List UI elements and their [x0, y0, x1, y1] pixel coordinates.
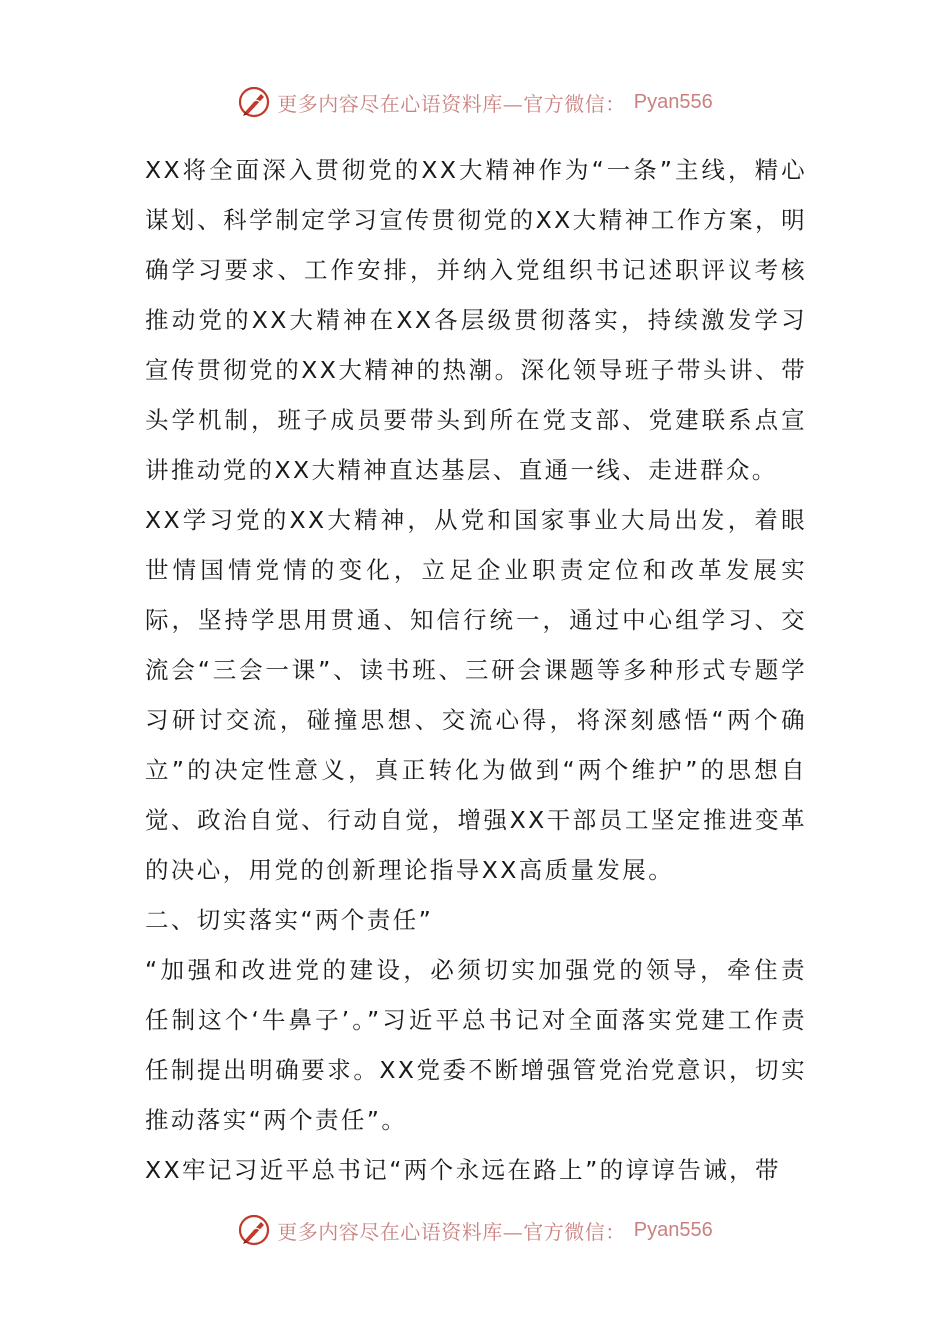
- header-watermark: [0, 82, 950, 122]
- pen-logo-icon: [237, 85, 271, 119]
- pen-logo-icon: [237, 1213, 271, 1247]
- paragraph-4: XX牢记习近平总书记“两个永远在路上”的谆谆告诫，带: [145, 1156, 781, 1184]
- document-body: [145, 145, 807, 1195]
- paragraph-2: XX学习党的XX大精神，从党和国家事业大局出发，着眼世情国情党情的变化，立足企业职责定位和改革发展实际，坚持学思用贯通、知信行统一，通过中心组学习、交流会“三会一课”、读书班、三研会课题等多种形式专题学习研讨交流，碰撞思想、交流心得，将深刻感悟“两个确立”的决定性意义，真正转化为做到“两个维护”的思想自觉、政治自觉、行动自觉，增强XX干部员工坚定推进变革的决心，用党的创新理论指导XX高质量发展。: [145, 506, 807, 884]
- watermark-text: 更多内容尽在心语资料库—官方微信：: [277, 1219, 626, 1244]
- section-heading: 二、切实落实“两个责任”: [145, 906, 434, 934]
- paragraph-1: XX将全面深入贯彻党的XX大精神作为“一条”主线，精心谋划、科学制定学习宣传贯彻党的XX大精神工作方案，明确学习要求、工作安排，并纳入党组织书记述职评议考核推动党的XX大精神在XX各层级贯彻落实，持续激发学习宣传贯彻党的XX大精神的热潮。深化领导班子带头讲、带头学机制，班子成员要带头到所在党支部、党建联系点宣讲推动党的XX大精神直达基层、直通一线、走进群众。: [145, 156, 807, 484]
- footer-watermark: [0, 1210, 950, 1250]
- watermark-handle: Pyan556: [633, 1218, 713, 1241]
- paragraph-3: “加强和改进党的建设，必须切实加强党的领导，牵住责任制这个‘牛鼻子’。”习近平总书记对全面落实党建工作责任制提出明确要求。XX党委不断增强管党治党意识，切实推动落实“两个责任”。: [145, 956, 807, 1134]
- watermark-text: 更多内容尽在心语资料库—官方微信：: [277, 91, 626, 116]
- watermark-handle: Pyan556: [633, 90, 713, 113]
